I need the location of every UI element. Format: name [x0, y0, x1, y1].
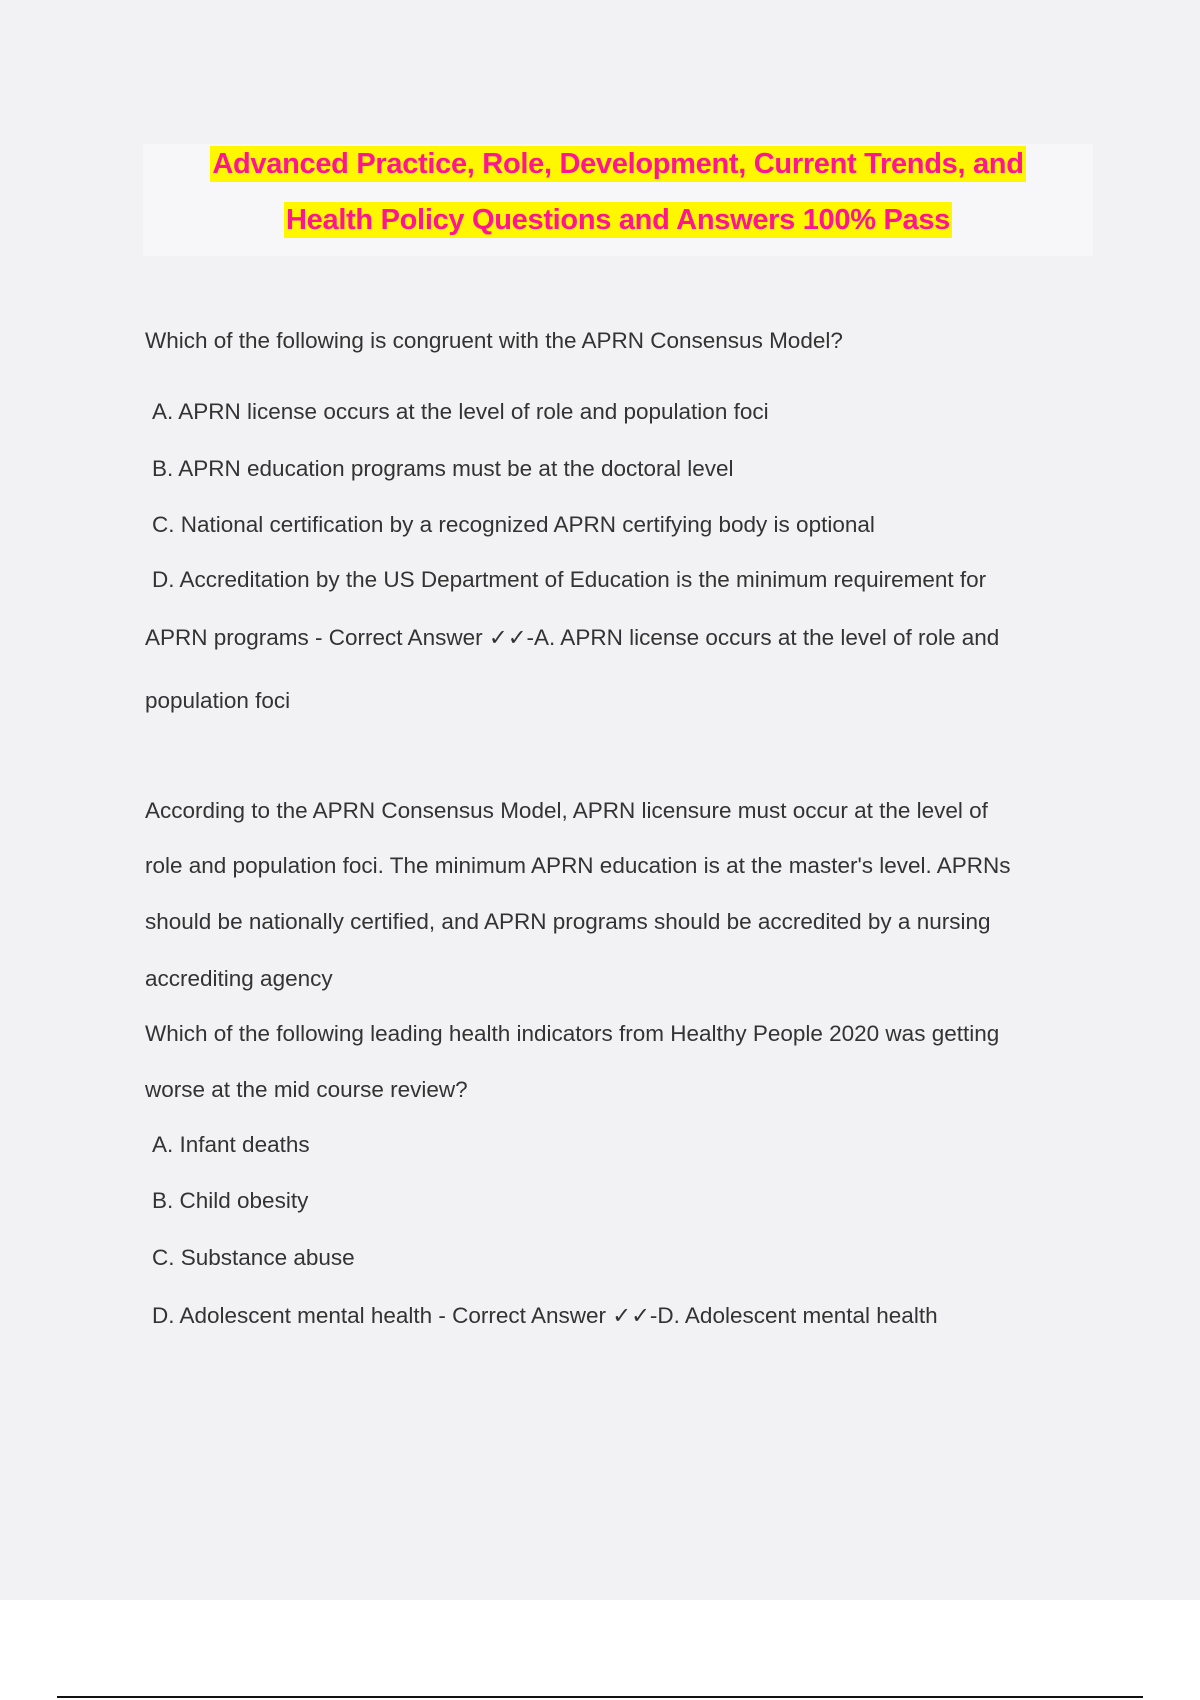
rationale-line-1: According to the APRN Consensus Model, APRN licensure must occur at the level of — [145, 798, 988, 823]
question-1-stem: Which of the following is congruent with the APRN Consensus Model? — [145, 328, 843, 353]
question-2-option-c: C. Substance abuse — [152, 1245, 355, 1270]
question-2-option-b: B. Child obesity — [152, 1188, 309, 1213]
question-2-option-a: A. Infant deaths — [152, 1132, 310, 1157]
document-title-line-2: Health Policy Questions and Answers 100% Pass — [286, 204, 950, 236]
question-1-option-d: D. Accreditation by the US Department of Education is the minimum requirement for — [152, 567, 987, 592]
question-2-stem: Which of the following leading health indicators from Healthy People 2020 was getting — [145, 1021, 1000, 1046]
question-1-answer: APRN programs - Correct Answer ✓✓-A. APRN license occurs at the level of role and — [145, 625, 1000, 650]
question-1-option-b: B. APRN education programs must be at the doctoral level — [152, 456, 734, 481]
question-2-option-d: D. Adolescent mental health - Correct Answer ✓✓-D. Adolescent mental health — [152, 1303, 938, 1328]
rationale-line-2: role and population foci. The minimum APRN education is at the master's level. APRNs — [145, 853, 1011, 878]
question-1-option-c: C. National certification by a recognized APRN certifying body is optional — [152, 512, 875, 537]
bottom-divider — [57, 1696, 1143, 1698]
document-title-line-1: Advanced Practice, Role, Development, Current Trends, and — [212, 148, 1024, 180]
rationale-line-3: should be nationally certified, and APRN programs should be accredited by a nursing — [145, 909, 991, 934]
document-title-block — [143, 144, 1093, 256]
question-2-stem-continued: worse at the mid course review? — [145, 1077, 468, 1102]
question-1-answer-continued: population foci — [145, 688, 291, 713]
rationale-line-4: accrediting agency — [145, 966, 333, 991]
question-1-option-a: A. APRN license occurs at the level of role and population foci — [152, 399, 769, 424]
